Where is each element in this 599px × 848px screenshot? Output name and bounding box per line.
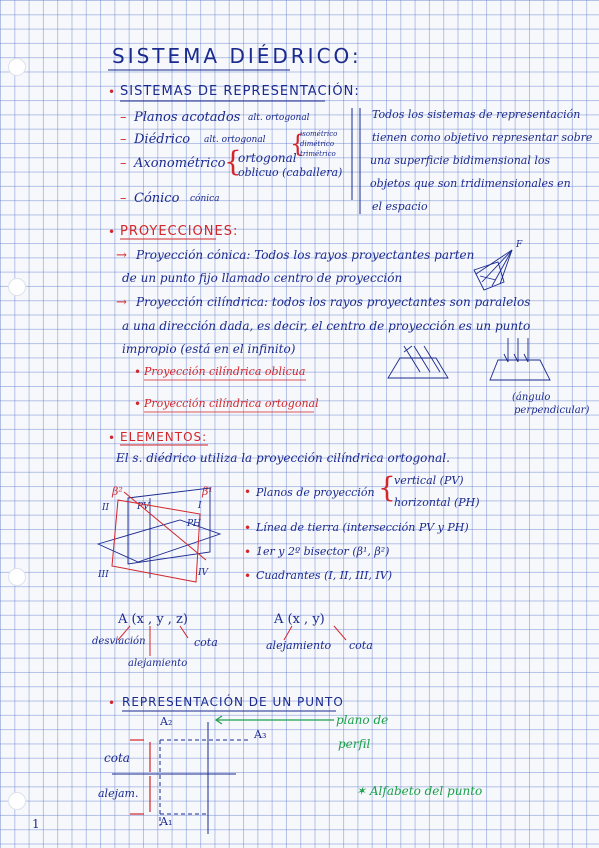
coord-expression: A (x , y , z) <box>118 612 188 627</box>
page-title: SISTEMA DIÉDRICO: <box>112 44 362 68</box>
page-number: 1 <box>32 817 40 831</box>
coord-label: alejamiento <box>128 658 188 669</box>
intro-line: El s. diédrico utiliza la proyección cilíndrica ortogonal. <box>116 451 450 465</box>
dash: – <box>120 156 127 171</box>
side-note-line: tienen como objetivo representar sobre <box>372 131 593 144</box>
list-item-sub: ortogonal <box>238 151 297 165</box>
bullet: • <box>108 85 116 99</box>
point-label: cota <box>104 751 130 765</box>
text-line: impropio (está en el infinito) <box>122 342 296 356</box>
list-item: Cónico <box>134 191 180 206</box>
point-label: A₃ <box>254 728 267 741</box>
section-heading-proyecciones: PROYECCIONES: <box>120 224 239 239</box>
plane-label: perfil <box>338 737 371 751</box>
side-note-line: una superficie bidimensional los <box>370 154 551 167</box>
bullet: • <box>244 485 252 499</box>
section-heading-punto: REPRESENTACIÓN DE UN PUNTO <box>122 695 344 709</box>
figure-label: PH <box>187 519 201 529</box>
side-note-line: objetos que son tridimensionales en <box>370 177 571 190</box>
bullet: • <box>244 545 252 559</box>
list-item-note: alt. ortogonal <box>204 135 266 145</box>
coord-label: desviación <box>92 636 146 647</box>
figure-label: PV <box>137 502 150 512</box>
element-item: Línea de tierra (intersección PV y PH) <box>256 521 469 534</box>
bullet: • <box>244 569 252 583</box>
text-line: Proyección cilíndrica: todos los rayos proyectantes son paralelos <box>136 295 531 309</box>
text-line: Proyección cónica: Todos los rayos proyectantes parten <box>136 248 475 262</box>
section-heading-representacion: SISTEMAS DE REPRESENTACIÓN: <box>120 84 360 99</box>
alphabet-note: ✶ Alfabeto del punto <box>356 784 483 798</box>
brace: { <box>224 145 242 178</box>
list-item: Planos acotados <box>134 110 241 125</box>
text-line: a una dirección dada, es decir, el centro de proyección es un punto <box>122 319 531 333</box>
figure-label: IV <box>198 568 209 578</box>
dash: – <box>120 132 127 147</box>
bullet: • <box>108 696 116 710</box>
point-label: A₂ <box>160 715 173 728</box>
bullet: • <box>134 397 142 411</box>
bullet: • <box>108 431 116 445</box>
element-item: Planos de proyección <box>256 486 375 499</box>
figure-label: β¹ <box>202 485 213 498</box>
figure-note: perpendicular) <box>514 405 590 416</box>
brace-note: dimétrico <box>300 140 335 148</box>
element-sub: vertical (PV) <box>394 474 464 487</box>
list-item: Diédrico <box>134 132 191 147</box>
side-note-line: el espacio <box>372 200 428 213</box>
bullet: • <box>244 521 252 535</box>
brace-note: trimétrico <box>300 150 336 158</box>
element-sub: horizontal (PH) <box>394 496 480 509</box>
dash: – <box>120 191 127 206</box>
plane-label: plano de <box>336 713 389 727</box>
arrow: → <box>116 248 127 263</box>
element-item: 1er y 2º bisector (β¹, β²) <box>256 545 390 558</box>
brace: { <box>290 130 306 158</box>
text-line: de un punto fijo llamado centro de proyección <box>122 271 403 285</box>
brace-note: isométrico <box>300 130 338 138</box>
sub-item: Proyección cilíndrica oblicua <box>144 365 306 378</box>
bullet: • <box>108 225 116 239</box>
figure-label: F <box>516 240 523 250</box>
section-heading-elementos: ELEMENTOS: <box>120 430 208 444</box>
list-item-note: alt. ortogonal <box>248 113 310 123</box>
element-item: Cuadrantes (I, II, III, IV) <box>256 569 392 582</box>
point-label: alejam. <box>98 787 139 800</box>
coord-label: cota <box>194 636 218 649</box>
coord-expression: A (x , y) <box>274 612 325 627</box>
dash: – <box>120 110 127 125</box>
side-note-line: Todos los sistemas de representación <box>372 108 581 121</box>
coord-label: alejamiento <box>266 639 332 652</box>
figure-note: (ángulo <box>512 392 551 403</box>
brace: { <box>378 471 396 504</box>
bullet: • <box>134 365 142 379</box>
figure-label: β² <box>112 485 123 498</box>
arrow: → <box>116 295 127 310</box>
figure-label: II <box>102 503 110 513</box>
sub-item: Proyección cilíndrica ortogonal <box>144 397 319 410</box>
figure-label: I <box>198 501 202 511</box>
coord-label: cota <box>349 639 373 652</box>
figure-label: III <box>98 570 109 580</box>
list-item-note: cónica <box>190 194 220 204</box>
point-label: A₁ <box>160 815 173 828</box>
list-item: Axonométrico <box>134 156 226 171</box>
list-item-sub: oblicuo (caballera) <box>238 166 343 179</box>
